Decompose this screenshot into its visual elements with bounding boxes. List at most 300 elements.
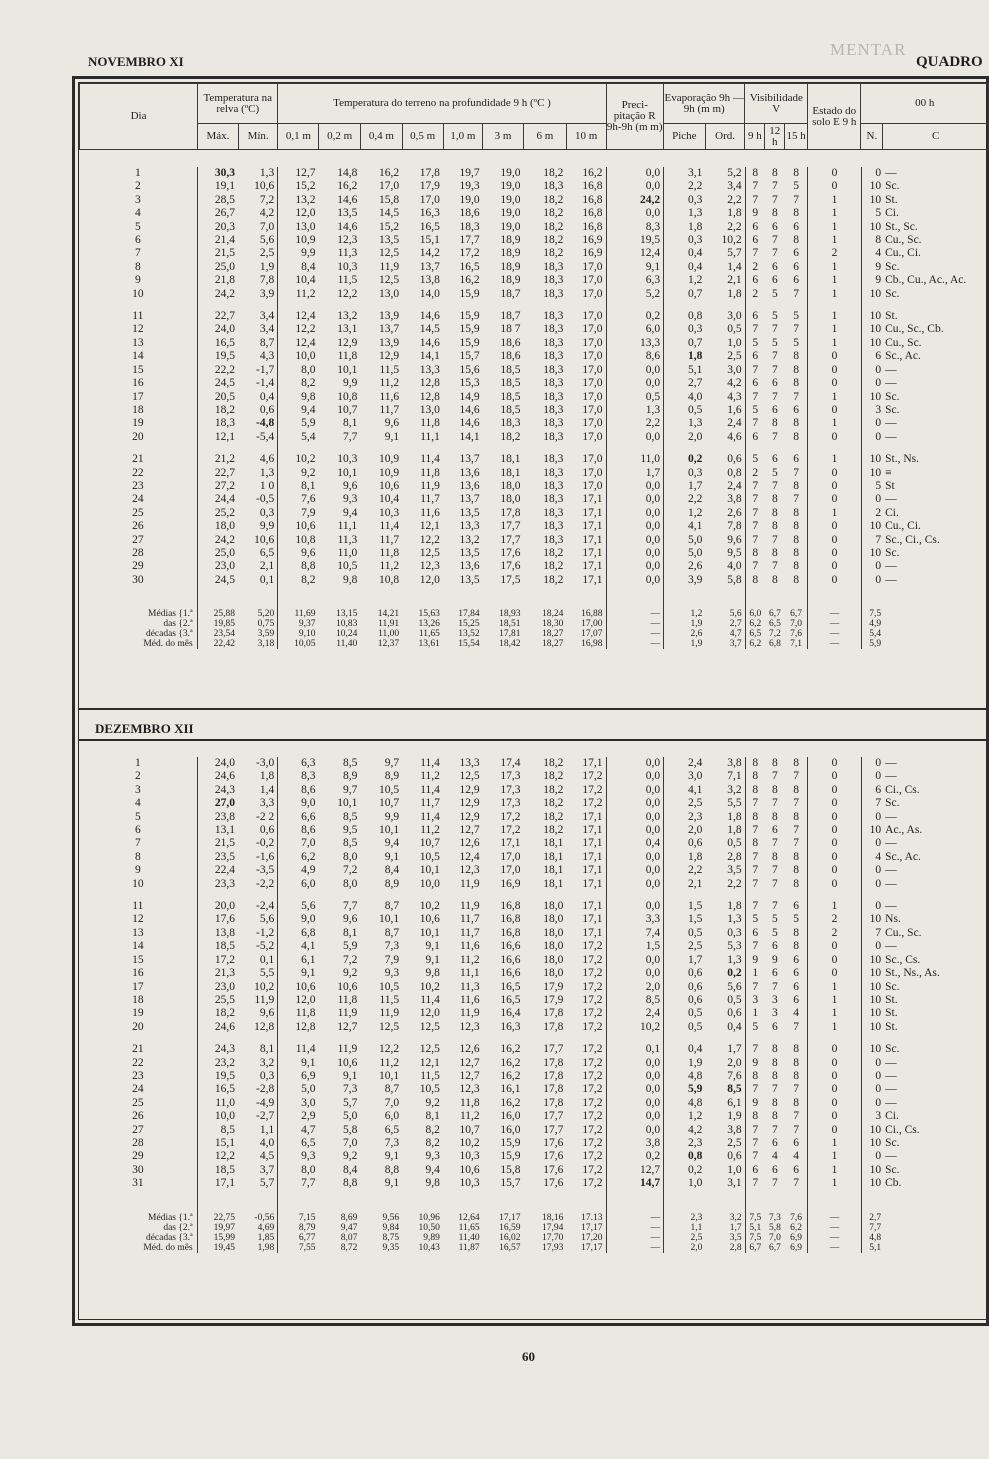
table-cell: 17,1 (582, 520, 603, 533)
table-cell: 6,0 (606, 323, 664, 336)
gap-cell (765, 1034, 785, 1043)
gap-cell (883, 301, 989, 310)
table-cell: 3 (861, 1110, 883, 1123)
december-data-table (79, 757, 989, 1253)
table-cell: 7 (745, 1083, 765, 1096)
table-cell: 12,0 (419, 1007, 440, 1020)
average-cell: 18,93 (499, 609, 521, 620)
table-cell: 18,3 (543, 453, 564, 466)
table-cell: 25,0 (197, 261, 238, 274)
table-cell: 10,8 (337, 390, 358, 403)
table-cell: 7,8 (727, 520, 742, 533)
table-cell: 12,0 (419, 573, 440, 586)
col-n: N. (861, 124, 883, 150)
table-cell: 7 (745, 900, 765, 913)
table-cell: 9 (745, 1097, 765, 1110)
table-cell: 11,1 (337, 520, 358, 533)
table-cell: 0 (808, 1070, 861, 1083)
section-divider (79, 739, 989, 741)
table-cell: 15,9 (459, 310, 480, 323)
table-cell: 8,4 (384, 864, 400, 877)
table-cell: 12,2 (278, 323, 319, 336)
table-cell: 12,4 (606, 247, 664, 260)
table-cell: 0,0 (606, 900, 664, 913)
table-cell: 18,3 (500, 417, 521, 430)
table-cell: 6 (793, 1136, 799, 1149)
average-cell: 11,00 (378, 629, 400, 640)
table-cell: 0,7 (664, 337, 706, 350)
table-row (79, 467, 989, 480)
table-cell: 0 (808, 547, 861, 560)
table-cell: 15,9 (500, 1150, 521, 1163)
average-cell: 9,89 (423, 1232, 440, 1243)
table-cell: 1,8 (664, 350, 706, 363)
table-cell: 5,2 (606, 288, 664, 301)
table-cell: 1,7 (606, 467, 664, 480)
gap-cell (79, 1034, 197, 1043)
table-cell: 1 (745, 967, 765, 980)
table-cell: 8 (793, 417, 799, 430)
table-cell: 17,2 (459, 247, 480, 260)
gap-cell (566, 444, 606, 453)
table-cell: 4,3 (259, 350, 275, 363)
table-cell: Cu., Sc., Cb. (885, 323, 944, 336)
average-cell: 4,7 (729, 629, 742, 640)
table-cell: 1,8 (664, 221, 706, 234)
table-cell: 9,1 (606, 261, 664, 274)
table-cell: 11,4 (420, 993, 440, 1006)
table-cell: 3,0 (278, 1097, 319, 1110)
table-cell: 3,4 (259, 323, 275, 336)
table-cell: 13,0 (379, 287, 400, 300)
average-cell: 5,4 (861, 629, 883, 639)
table-cell: 1,8 (259, 770, 275, 783)
table-cell: 11,5 (379, 993, 400, 1006)
table-cell: 10 (132, 287, 144, 300)
table-cell: 11,8 (379, 546, 400, 559)
table-cell: 7 (772, 479, 778, 492)
table-cell: 0,2 (664, 453, 706, 466)
table-cell: 17,2 (500, 824, 521, 837)
table-cell: 11,6 (379, 390, 400, 403)
table-cell: 0,4 (664, 261, 706, 274)
table-cell: 0 (808, 824, 861, 837)
table-cell: 11,4 (420, 810, 440, 823)
table-cell: 17,8 (543, 1096, 564, 1109)
table-cell: 30,3 (197, 167, 238, 180)
table-cell: 13,2 (337, 310, 358, 323)
table-cell: 9,8 (342, 573, 358, 586)
average-cell: — (606, 619, 664, 629)
table-cell: 8 (793, 207, 799, 220)
average-cell: 4,9 (861, 619, 883, 629)
table-cell: 14,7 (606, 1177, 664, 1190)
table-cell: 18,9 (500, 234, 521, 247)
table-cell: 6 (861, 784, 883, 797)
table-cell: 9,4 (342, 506, 358, 519)
table-cell: 2,1 (259, 560, 275, 573)
table-cell: 7,3 (384, 1136, 400, 1149)
table-cell: 7 (745, 180, 765, 193)
table-cell: 10,2 (419, 980, 440, 993)
table-cell: 13,5 (459, 546, 480, 559)
table-cell: 14,1 (419, 350, 440, 363)
table-cell: — (885, 940, 897, 953)
table-cell: 17,0 (582, 390, 603, 403)
gap-cell (785, 444, 808, 453)
average-cell: 13,15 (335, 609, 358, 620)
average-row (79, 619, 989, 629)
table-cell: 17,2 (197, 954, 238, 967)
table-cell: 11,4 (420, 783, 440, 796)
table-cell: 15,7 (500, 1177, 521, 1190)
average-label: das {2.ª (163, 619, 193, 630)
table-cell: 17,7 (543, 1110, 564, 1123)
table-cell: 12,9 (459, 797, 480, 810)
table-cell: 18,0 (543, 940, 564, 953)
table-cell: 1 (134, 167, 141, 179)
table-cell: 19,3 (459, 180, 480, 193)
table-cell: 11,4 (420, 453, 440, 466)
gap-cell (765, 891, 785, 900)
table-cell: 17,8 (543, 1069, 564, 1082)
table-cell: 14 (132, 940, 144, 953)
table-cell: 5 (134, 810, 141, 823)
table-cell: 0 (861, 1097, 883, 1110)
table-cell: 0,0 (606, 1083, 664, 1096)
table-cell: 27,0 (197, 797, 238, 810)
table-cell: 10,6 (278, 520, 319, 533)
table-cell: -2 2 (255, 810, 275, 823)
table-cell: 2 (745, 467, 765, 480)
table-cell: 7 (793, 797, 799, 810)
table-cell: 10 (861, 1177, 883, 1190)
average-cell-empty (883, 1243, 989, 1253)
average-cell: 3,2 (729, 1212, 742, 1223)
table-cell: 6,1 (727, 1096, 742, 1109)
table-cell: 11,0 (337, 546, 358, 559)
average-cell: 7,2 (768, 629, 781, 640)
table-cell: 1,7 (727, 1043, 742, 1056)
table-cell: 17,0 (582, 336, 603, 349)
table-cell: 8,5 (342, 837, 358, 850)
average-cell: 14,21 (377, 609, 400, 620)
table-cell: 0 (861, 417, 883, 430)
table-row (79, 350, 989, 363)
table-cell: 9,2 (425, 1096, 440, 1109)
table-cell: 0 (861, 560, 883, 573)
table-cell: 7 (793, 493, 799, 506)
spacer-cell (360, 587, 402, 609)
table-cell: 9,3 (278, 1150, 319, 1163)
table-cell: 8,7 (384, 900, 400, 913)
gap-cell (278, 444, 319, 453)
table-cell: 7 (745, 520, 765, 533)
table-cell: 7 (793, 287, 799, 300)
average-cell: 15,99 (197, 1233, 238, 1243)
average-cell: 3,7 (729, 639, 742, 650)
table-cell: 3 (772, 993, 778, 1006)
table-cell: 1,5 (664, 913, 706, 926)
table-cell: 4 (793, 1150, 799, 1163)
table-cell: 10 (132, 877, 144, 890)
table-cell: 16,2 (500, 1096, 521, 1109)
table-cell: 13,0 (278, 221, 319, 234)
table-cell: 0,2 (606, 1150, 664, 1163)
table-cell: 17,2 (582, 797, 603, 810)
table-cell: 5,4 (278, 431, 319, 444)
table-cell: 18,7 (500, 287, 521, 300)
average-cell: 11,40 (336, 639, 358, 650)
table-cell: 7 (745, 493, 765, 506)
table-cell: 7,0 (278, 837, 319, 850)
table-cell: 11,0 (197, 1097, 238, 1110)
spacer-cell (566, 587, 606, 609)
table-cell: Sc. (885, 390, 900, 403)
table-cell: 8 (772, 1043, 778, 1056)
average-cell: 16,59 (499, 1222, 521, 1233)
table-row (79, 453, 989, 466)
table-cell: 1,4 (727, 260, 742, 273)
average-cell: 17,17 (581, 1222, 603, 1233)
table-cell: 18,3 (543, 363, 564, 376)
table-cell: 0,0 (606, 784, 664, 797)
gap-cell (808, 1034, 861, 1043)
table-cell: 19,5 (606, 234, 664, 247)
table-cell: 11,7 (459, 913, 480, 926)
table-cell: 13,8 (197, 927, 238, 940)
table-cell: — (885, 864, 897, 877)
table-cell: 17,0 (500, 864, 521, 877)
table-cell: 0 (808, 797, 861, 810)
table-cell: 9,6 (727, 533, 742, 546)
table-cell: 14,6 (459, 417, 480, 430)
gap-cell (483, 444, 524, 453)
spacer-cell (765, 1191, 785, 1213)
spacer-cell (785, 1191, 808, 1213)
table-cell: 9,6 (278, 547, 319, 560)
col-temp-relva: Temperatura na relva (ºC) (198, 84, 278, 124)
table-cell: 5,7 (259, 1177, 275, 1190)
table-cell: 18,6 (500, 336, 521, 349)
table-cell: 17,0 (582, 260, 603, 273)
table-cell: 0,0 (606, 547, 664, 560)
table-cell: 20 (132, 1020, 144, 1033)
table-cell: 1 (808, 507, 861, 520)
col-v15: 15 h (785, 124, 808, 150)
table-cell: 10 (861, 913, 883, 926)
table-cell: 19,5 (197, 350, 238, 363)
table-cell: 10,1 (419, 926, 440, 939)
average-cell: 7,15 (278, 1213, 319, 1223)
table-cell: 6 (772, 260, 778, 273)
table-cell: 9,1 (425, 953, 440, 966)
table-cell: 18,3 (543, 377, 564, 390)
table-row (79, 1057, 989, 1070)
table-cell: 0,5 (664, 1021, 706, 1034)
table-cell: 13,9 (379, 310, 400, 323)
table-cell: 5,7 (342, 1096, 358, 1109)
table-cell: 23,5 (197, 851, 238, 864)
gap-cell (443, 444, 483, 453)
table-cell: 20 (132, 430, 144, 443)
table-cell: 8,0 (278, 1164, 319, 1177)
gap-cell (808, 301, 861, 310)
table-cell: 5,0 (278, 1083, 319, 1096)
gap-cell (79, 891, 197, 900)
table-cell: 6 (772, 274, 778, 287)
table-cell: 9 (861, 274, 883, 287)
table-cell: Sc., Ci., Cs. (885, 533, 940, 546)
table-cell: 16,2 (500, 1056, 521, 1069)
table-cell: 18,3 (459, 220, 480, 233)
table-cell: 8 (134, 850, 141, 863)
table-cell: 1,3 (259, 167, 275, 179)
table-cell: 18,2 (543, 573, 564, 586)
table-cell: 17,2 (582, 940, 603, 953)
spacer-cell (197, 587, 238, 609)
table-cell: 0 (861, 1150, 883, 1163)
table-cell: 10,8 (379, 573, 400, 586)
table-cell: 8,2 (425, 1136, 440, 1149)
table-cell: 6 (745, 274, 765, 287)
average-cell: 17,93 (541, 1242, 564, 1253)
table-cell: 2,1 (727, 274, 742, 287)
table-cell: 6,0 (278, 878, 319, 891)
table-cell: 17,1 (582, 533, 603, 546)
table-cell: 10 (861, 994, 883, 1007)
table-cell: 0 (861, 757, 883, 770)
table-cell: 0,0 (606, 967, 664, 980)
table-cell: 15,2 (278, 180, 319, 193)
table-cell: 2,9 (278, 1110, 319, 1123)
table-cell: 9,8 (425, 1177, 440, 1190)
table-cell: — (885, 1069, 897, 1082)
table-cell: 17,6 (543, 1163, 564, 1176)
table-cell: 12,2 (379, 1043, 400, 1056)
average-cell: 6,9 (790, 1242, 803, 1253)
table-cell: 10 (861, 967, 883, 980)
table-cell: 11,3 (337, 247, 358, 260)
average-row (79, 1213, 989, 1223)
table-cell: 17,2 (582, 770, 603, 783)
average-cell: — (606, 1223, 664, 1233)
spacer-cell (705, 1191, 745, 1213)
table-cell: 8 (772, 1069, 778, 1082)
table-cell: 13,7 (459, 493, 480, 506)
table-cell: 7 (745, 824, 765, 837)
table-row (79, 337, 989, 350)
table-cell: 18,0 (543, 913, 564, 926)
table-cell: 7 (772, 770, 778, 783)
table-cell: 0,6 (259, 824, 275, 837)
table-cell: 7 (745, 1137, 765, 1150)
table-cell: 11,6 (459, 940, 480, 953)
table-cell: 2,5 (259, 247, 275, 260)
gap-cell (705, 301, 745, 310)
table-cell: 1 (808, 234, 861, 247)
table-cell: 10,5 (419, 1083, 440, 1096)
table-cell: 7 (745, 940, 765, 953)
table-cell: 10,7 (337, 403, 358, 416)
average-row (79, 1233, 989, 1243)
table-cell: 10,6 (254, 180, 275, 193)
table-cell: 14,9 (459, 390, 480, 403)
table-cell: 24,3 (197, 784, 238, 797)
table-cell: 8 (745, 574, 765, 587)
table-cell: 12,0 (278, 994, 319, 1007)
table-cell: 10 (861, 337, 883, 350)
average-cell: 2,7 (861, 1213, 883, 1223)
table-cell: 6 (793, 953, 799, 966)
table-cell: 12,0 (278, 207, 319, 220)
average-cell: 19,97 (197, 1223, 238, 1233)
table-cell: 16,8 (500, 900, 521, 913)
table-cell: Cu., Sc. (885, 336, 922, 349)
average-cell: 4,69 (257, 1222, 275, 1233)
average-cell: — (808, 609, 861, 619)
gap-cell (705, 1034, 745, 1043)
table-cell: 4 (861, 247, 883, 260)
table-cell: 6 (772, 967, 778, 980)
table-cell: 10 (861, 1007, 883, 1020)
table-cell: 1 (808, 288, 861, 301)
table-cell: 17,0 (582, 466, 603, 479)
average-cell: 22,75 (197, 1213, 238, 1223)
table-cell: 11,4 (278, 1043, 319, 1056)
average-cell: 18,27 (541, 629, 564, 640)
average-cell: — (606, 629, 664, 639)
table-cell: 0,2 (606, 310, 664, 323)
table-cell: 12,7 (459, 824, 480, 837)
table-cell: 7 (772, 797, 778, 810)
table-cell: 16,8 (582, 207, 603, 220)
table-cell: 1 (808, 323, 861, 336)
table-cell: 18,2 (543, 220, 564, 233)
table-cell: 8 (793, 810, 799, 823)
table-cell: 13,2 (278, 194, 319, 207)
table-cell: 11,3 (337, 533, 358, 546)
gap-cell (360, 444, 402, 453)
gap-cell (566, 1034, 606, 1043)
table-cell: Cb., Cu., Ac., Ac. (885, 274, 967, 287)
table-cell: 13,0 (419, 403, 440, 416)
table-cell: 13,5 (337, 207, 358, 220)
table-cell: — (885, 1083, 897, 1096)
table-cell: 6 (793, 967, 799, 980)
average-cell: 15,25 (458, 619, 480, 630)
average-cell-empty (883, 1223, 989, 1233)
table-cell: 8,8 (384, 1163, 400, 1176)
table-cell: 17,0 (419, 193, 440, 206)
table-cell: 5 (861, 207, 883, 220)
gap-cell (606, 1034, 664, 1043)
table-cell: 1,8 (727, 900, 742, 913)
table-cell: 10,6 (419, 913, 440, 926)
table-cell: 7,4 (606, 927, 664, 940)
table-cell: 24 (132, 493, 144, 506)
table-cell: 17,1 (582, 824, 603, 837)
table-cell: — (885, 560, 897, 573)
table-cell: 13,7 (379, 323, 400, 336)
average-cell: 9,37 (278, 619, 319, 629)
table-cell: 18,3 (543, 323, 564, 336)
table-cell: 6 (134, 824, 141, 837)
table-cell: 2,6 (727, 506, 742, 519)
table-cell: -5,4 (255, 430, 275, 443)
table-cell: 11,9 (420, 479, 440, 492)
table-cell: 7 (745, 797, 765, 810)
